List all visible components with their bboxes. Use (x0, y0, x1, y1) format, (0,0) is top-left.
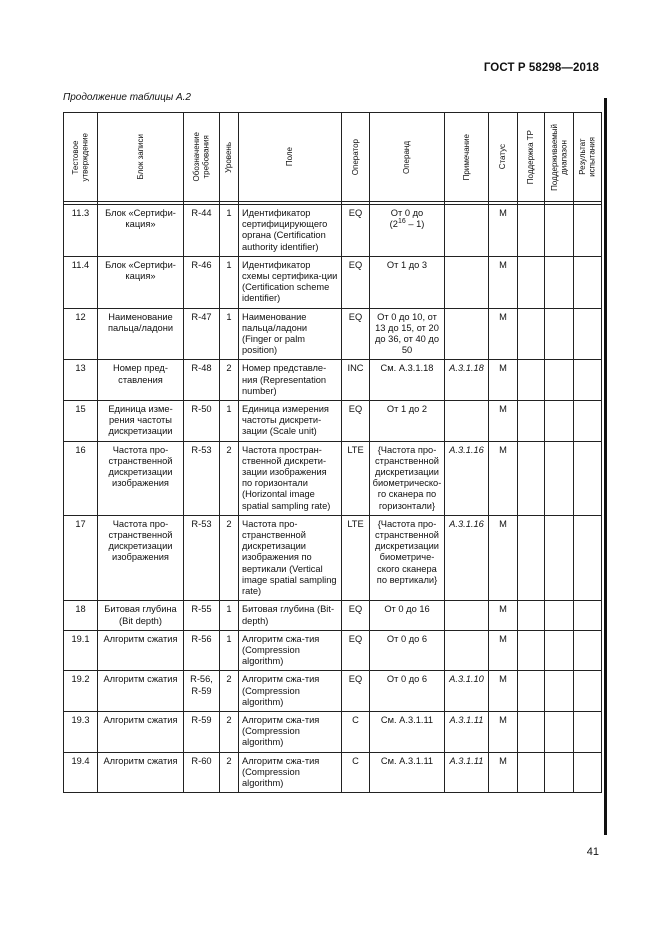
table-row (64, 752, 602, 793)
row-field: Единица измерения частоты дискрети-зации (Scale unit) (239, 401, 342, 442)
row-operand: От 0 до 6 (370, 671, 445, 712)
row-block: Блок «Сертифи-кация» (98, 256, 184, 308)
row-note: А.3.1.16 (445, 441, 489, 515)
row-requirement: R-56 (184, 630, 220, 671)
table-row (64, 401, 602, 442)
column-header-label: Статус (498, 144, 508, 170)
row-operator: EQ (342, 401, 370, 442)
table-caption: Продолжение таблицы А.2 (63, 92, 191, 103)
row-note (445, 256, 489, 308)
row-note: А.3.1.18 (445, 360, 489, 401)
row-operator: EQ (342, 205, 370, 257)
row-requirement: R-59 (184, 711, 220, 752)
row-status: М (489, 752, 518, 793)
column-header (64, 113, 98, 202)
row-status: М (489, 256, 518, 308)
row-tp-support (518, 360, 545, 401)
row-status: М (489, 671, 518, 712)
table-row (64, 256, 602, 308)
row-test-result (574, 441, 602, 515)
row-tp-support (518, 601, 545, 630)
row-requirement: R-55 (184, 601, 220, 630)
row-field: Алгоритм сжа-тия (Compression algorithm) (239, 630, 342, 671)
row-field: Битовая глубина (Bit-depth) (239, 601, 342, 630)
row-supported-range (545, 671, 574, 712)
row-test-result (574, 308, 602, 360)
row-id: 19.3 (64, 711, 98, 752)
row-block: Алгоритм сжатия (98, 630, 184, 671)
row-block: Битовая глубина (Bit depth) (98, 601, 184, 630)
row-operator: EQ (342, 601, 370, 630)
row-operator: LTE (342, 515, 370, 600)
row-block: Алгоритм сжатия (98, 671, 184, 712)
row-status: М (489, 401, 518, 442)
row-supported-range (545, 630, 574, 671)
row-note: А.3.1.11 (445, 711, 489, 752)
row-operand: От 0 до 10, от 13 до 15, от 20 до 36, от 40 до 50 (370, 308, 445, 360)
row-operator: INC (342, 360, 370, 401)
row-test-result (574, 752, 602, 793)
row-tp-support (518, 515, 545, 600)
row-requirement: R-44 (184, 205, 220, 257)
row-note (445, 401, 489, 442)
column-header-label: Примечание (461, 133, 471, 181)
column-header-label: Уровень (224, 141, 234, 173)
row-level: 2 (220, 711, 239, 752)
row-operand: От 0 до 16 (370, 601, 445, 630)
row-supported-range (545, 515, 574, 600)
row-field: Алгоритм сжа-тия (Compression algorithm) (239, 711, 342, 752)
row-level: 1 (220, 256, 239, 308)
row-id: 17 (64, 515, 98, 600)
row-supported-range (545, 752, 574, 793)
column-header (342, 113, 370, 202)
row-operand: От 0 до 6 (370, 630, 445, 671)
row-test-result (574, 630, 602, 671)
row-level: 1 (220, 401, 239, 442)
row-test-result (574, 671, 602, 712)
row-level: 1 (220, 205, 239, 257)
row-supported-range (545, 256, 574, 308)
row-operator: EQ (342, 630, 370, 671)
row-status: М (489, 711, 518, 752)
row-supported-range (545, 601, 574, 630)
document-header: ГОСТ Р 58298—2018 (483, 62, 599, 74)
row-tp-support (518, 308, 545, 360)
row-level: 2 (220, 360, 239, 401)
row-requirement: R-53 (184, 515, 220, 600)
row-requirement: R-53 (184, 441, 220, 515)
column-header-label: Результат испытания (578, 137, 597, 177)
column-header-label: Поддерживаемый диапазон (549, 123, 568, 191)
table-row (64, 515, 602, 600)
row-supported-range (545, 711, 574, 752)
row-supported-range (545, 308, 574, 360)
row-requirement: R-56, R-59 (184, 671, 220, 712)
table-row (64, 360, 602, 401)
row-requirement: R-46 (184, 256, 220, 308)
row-status: М (489, 601, 518, 630)
row-test-result (574, 515, 602, 600)
row-operand: См. А.3.1.11 (370, 711, 445, 752)
row-test-result (574, 601, 602, 630)
row-status: М (489, 630, 518, 671)
page-number: 41 (586, 846, 599, 858)
row-requirement: R-60 (184, 752, 220, 793)
row-requirement: R-48 (184, 360, 220, 401)
row-operand: См. А.3.1.11 (370, 752, 445, 793)
row-note (445, 601, 489, 630)
change-bar (604, 98, 607, 835)
row-note: А.3.1.10 (445, 671, 489, 712)
row-id: 15 (64, 401, 98, 442)
column-header (489, 113, 518, 202)
row-id: 16 (64, 441, 98, 515)
row-tp-support (518, 401, 545, 442)
row-test-result (574, 256, 602, 308)
row-note (445, 205, 489, 257)
table-row (64, 441, 602, 515)
row-test-result (574, 401, 602, 442)
row-requirement: R-50 (184, 401, 220, 442)
column-header-label: Тестовое утверждение (71, 132, 90, 182)
column-header (239, 113, 342, 202)
row-field: Идентификатор схемы сертифика-ции (Certification scheme identifier) (239, 256, 342, 308)
table-row (64, 671, 602, 712)
row-id: 11.3 (64, 205, 98, 257)
row-tp-support (518, 256, 545, 308)
table-body (64, 202, 602, 793)
column-header (98, 113, 184, 202)
row-tp-support (518, 630, 545, 671)
row-operator: EQ (342, 256, 370, 308)
row-test-result (574, 360, 602, 401)
row-note: А.3.1.16 (445, 515, 489, 600)
row-status: М (489, 360, 518, 401)
row-note: А.3.1.11 (445, 752, 489, 793)
row-tp-support (518, 205, 545, 257)
operand-exponent: 16 (397, 218, 406, 226)
row-id: 19.4 (64, 752, 98, 793)
row-block: Частота про-странственной дискретизации изображения (98, 515, 184, 600)
row-field: Алгоритм сжа-тия (Compression algorithm) (239, 671, 342, 712)
row-tp-support (518, 441, 545, 515)
row-operand: См. А.3.1.18 (370, 360, 445, 401)
row-status: М (489, 515, 518, 600)
column-header-label: Поддержка ТР (526, 129, 536, 185)
row-field: Номер представле-ния (Representation number) (239, 360, 342, 401)
row-field: Частота про-странственной дискретизации изображения по вертикали (Vertical image spatial sampling rate) (239, 515, 342, 600)
row-tp-support (518, 671, 545, 712)
row-level: 2 (220, 515, 239, 600)
row-level: 2 (220, 752, 239, 793)
row-operand: От 1 до 3 (370, 256, 445, 308)
row-status: М (489, 205, 518, 257)
row-block: Частота про-странственной дискретизации изображения (98, 441, 184, 515)
column-header-label: Блок записи (135, 134, 145, 180)
row-status: М (489, 308, 518, 360)
column-header-label: Обозначение требования (192, 132, 211, 182)
row-operator: LTE (342, 441, 370, 515)
row-supported-range (545, 401, 574, 442)
table-row (64, 711, 602, 752)
row-supported-range (545, 205, 574, 257)
requirements-table (63, 112, 602, 793)
column-header-label: Поле (285, 147, 295, 167)
row-operator: С (342, 711, 370, 752)
row-level: 1 (220, 630, 239, 671)
row-status: М (489, 441, 518, 515)
row-id: 11.4 (64, 256, 98, 308)
row-id: 13 (64, 360, 98, 401)
column-header (220, 113, 239, 202)
row-note (445, 630, 489, 671)
column-header (370, 113, 445, 202)
column-header-label: Оператор (350, 138, 360, 176)
table-row (64, 601, 602, 630)
operand-rest: – 1) (405, 219, 425, 230)
row-tp-support (518, 711, 545, 752)
table-row (64, 205, 602, 257)
row-field: Идентификатор сертифицирующего органа (Certification authority identifier) (239, 205, 342, 257)
column-header (445, 113, 489, 202)
row-requirement: R-47 (184, 308, 220, 360)
row-supported-range (545, 441, 574, 515)
table-header-row (64, 113, 602, 202)
column-header (518, 113, 545, 202)
row-id: 19.2 (64, 671, 98, 712)
row-operator: С (342, 752, 370, 793)
row-id: 18 (64, 601, 98, 630)
operand-base: (2 (389, 219, 398, 230)
row-field: Наименование пальца/ладони (Finger or palm position) (239, 308, 342, 360)
row-operand: {Частота про-странственной дискретизации биометрическо-го сканера по горизонтали} (370, 441, 445, 515)
row-operand (370, 205, 445, 257)
row-test-result (574, 711, 602, 752)
row-id: 12 (64, 308, 98, 360)
row-id: 19.1 (64, 630, 98, 671)
row-block: Номер пред-ставления (98, 360, 184, 401)
row-operand: {Частота про-странственной дискретизации биометриче-ского сканера по вертикали} (370, 515, 445, 600)
operand-text: От 0 до (390, 208, 424, 218)
column-header (184, 113, 220, 202)
row-test-result (574, 205, 602, 257)
table-row (64, 630, 602, 671)
row-note (445, 308, 489, 360)
row-block: Алгоритм сжатия (98, 752, 184, 793)
row-block: Наименование пальца/ладони (98, 308, 184, 360)
row-level: 1 (220, 601, 239, 630)
row-block: Единица изме-рения частоты дискретизации (98, 401, 184, 442)
row-operator: EQ (342, 671, 370, 712)
row-block: Блок «Сертифи-кация» (98, 205, 184, 257)
row-tp-support (518, 752, 545, 793)
row-block: Алгоритм сжатия (98, 711, 184, 752)
column-header (545, 113, 574, 202)
row-level: 2 (220, 671, 239, 712)
row-field: Частота простран-ственной дискрети-зации изображения по горизонтали (Horizontal image spatial sampling rate) (239, 441, 342, 515)
row-operator: EQ (342, 308, 370, 360)
table-row (64, 308, 602, 360)
row-operand: От 1 до 2 (370, 401, 445, 442)
column-header-label: Операнд (402, 140, 412, 174)
column-header (574, 113, 602, 202)
row-level: 1 (220, 308, 239, 360)
row-level: 2 (220, 441, 239, 515)
row-supported-range (545, 360, 574, 401)
row-field: Алгоритм сжа-тия (Compression algorithm) (239, 752, 342, 793)
